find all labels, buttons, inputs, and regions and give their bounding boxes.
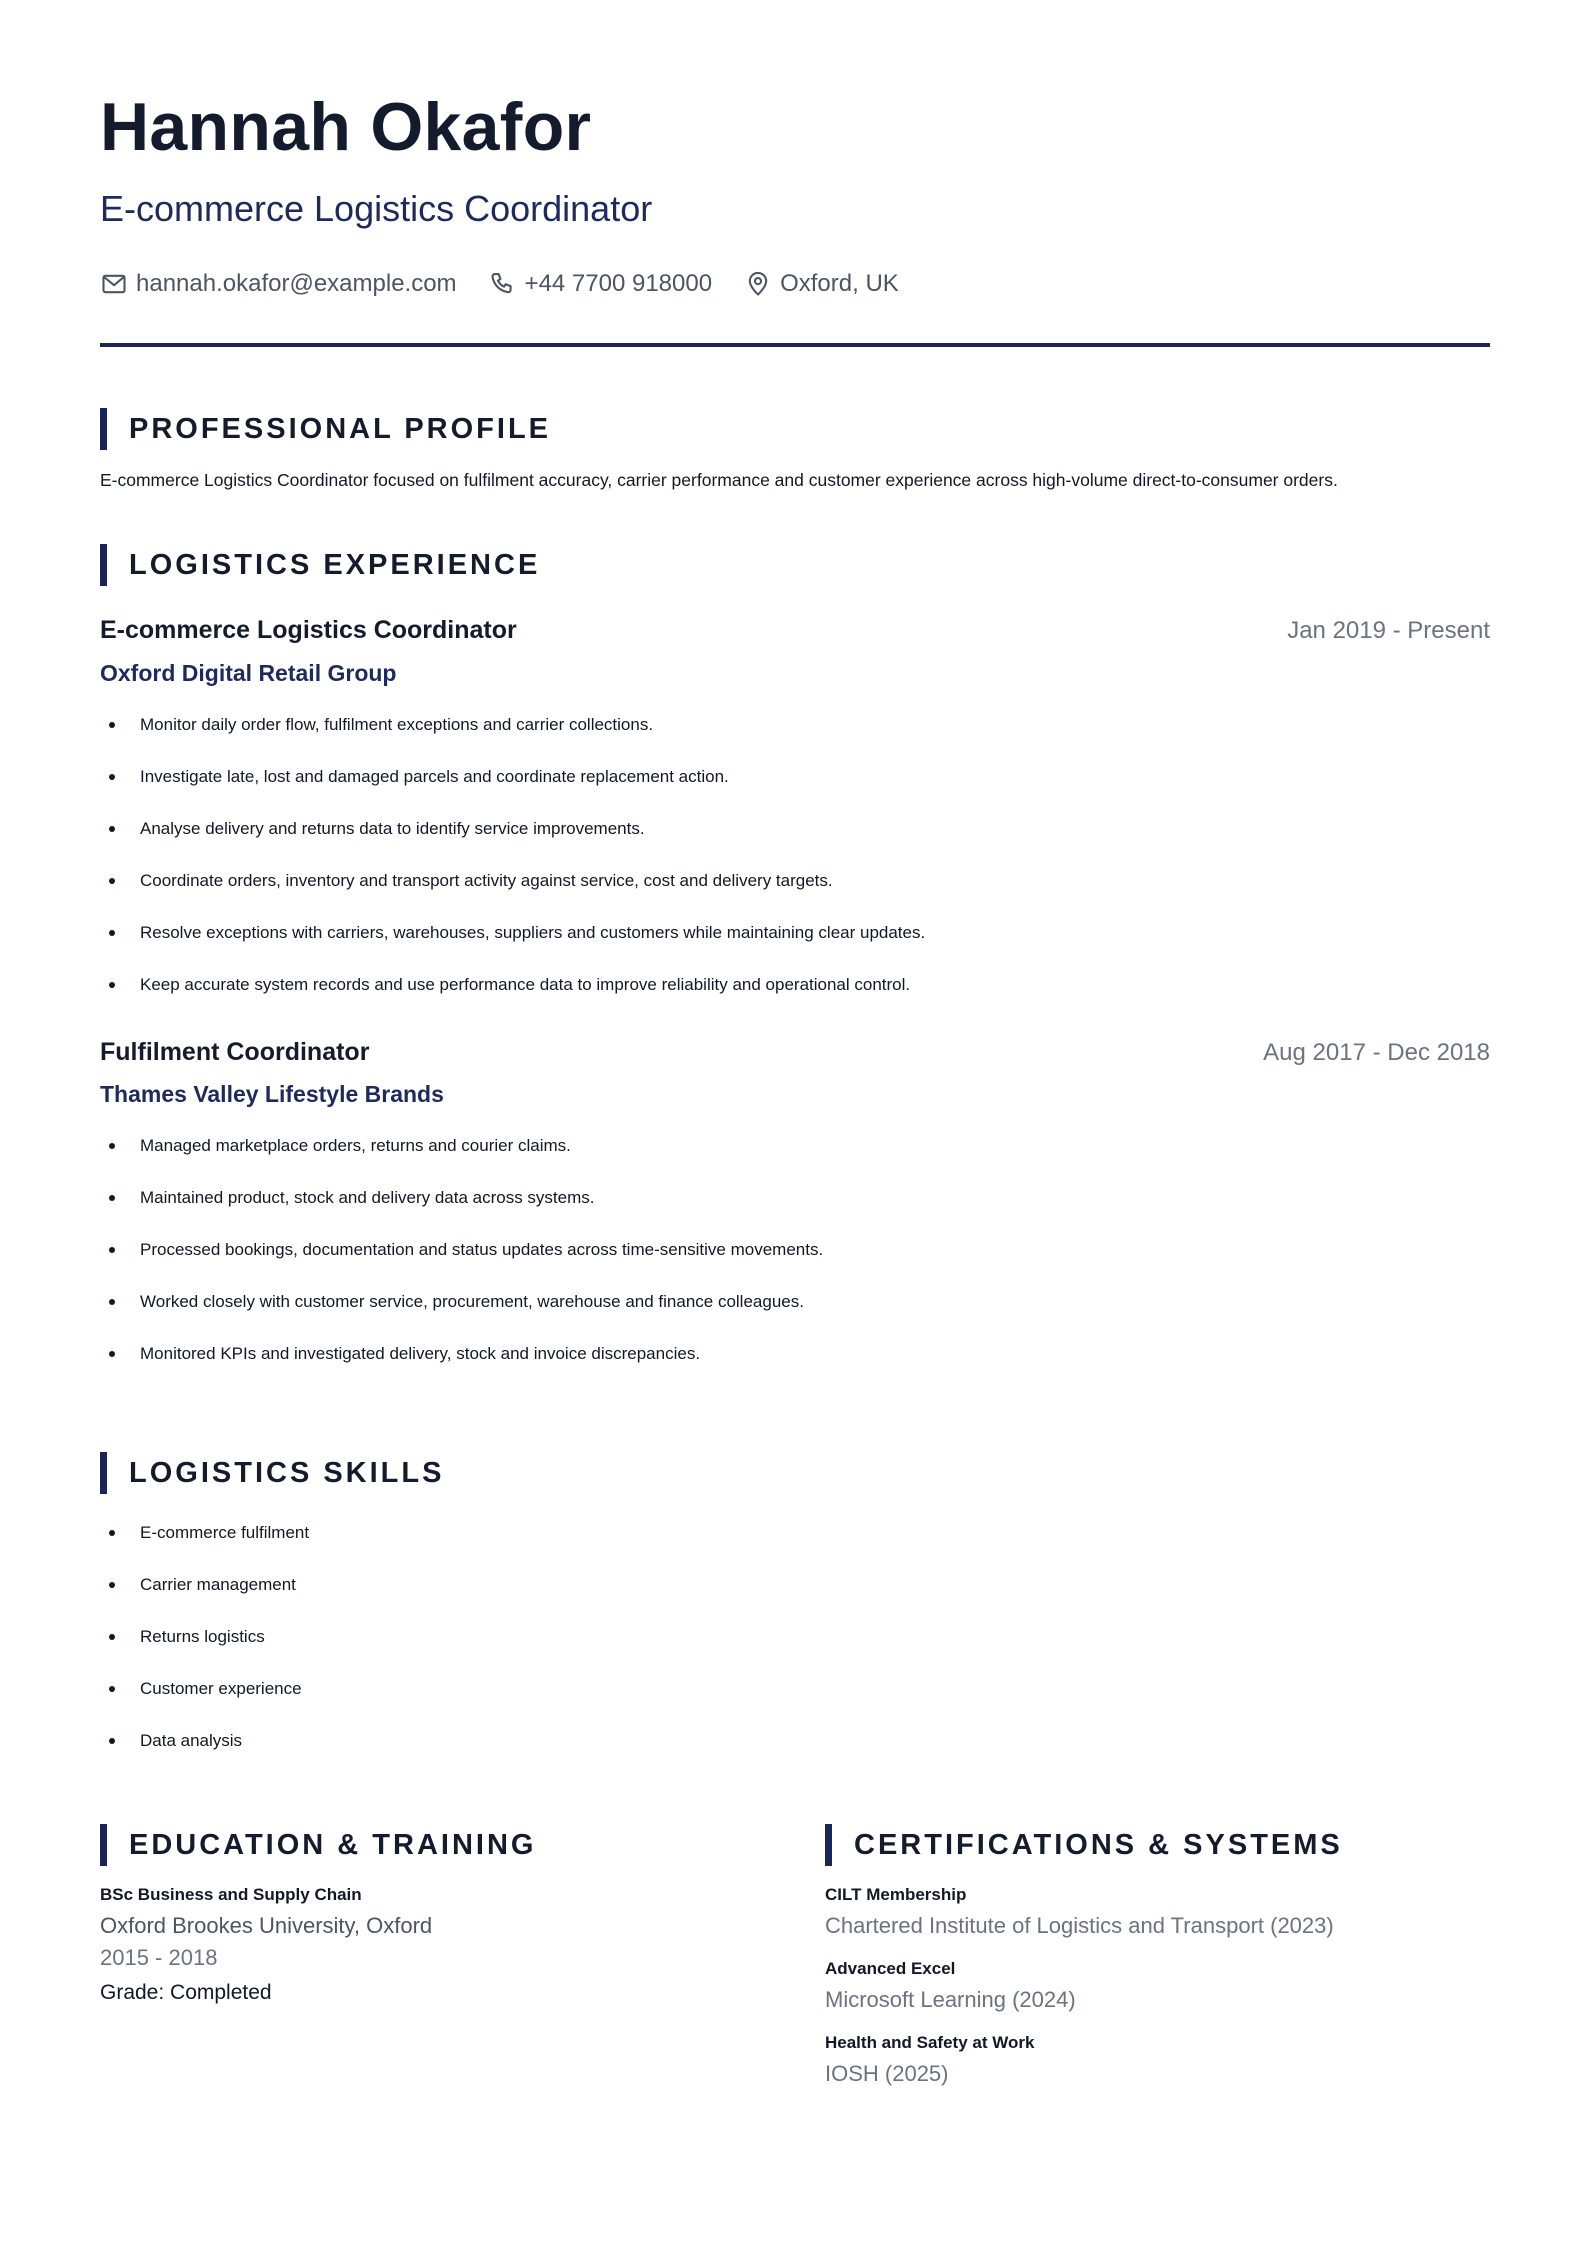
list-item: Monitor daily order flow, fulfilment exceptions and carrier collections. [100, 714, 925, 766]
cert-detail: Chartered Institute of Logistics and Transport (2023) [825, 1913, 1334, 1938]
certifications-block [825, 1885, 1334, 2087]
list-item: Processed bookings, documentation and status updates across time-sensitive movements. [100, 1239, 823, 1291]
list-item: Worked closely with customer service, procurement, warehouse and finance colleagues. [100, 1291, 823, 1343]
list-item: Coordinate orders, inventory and transport activity against service, cost and delivery targets. [100, 870, 925, 922]
role-title: E-commerce Logistics Coordinator [100, 616, 517, 644]
heading-text: LOGISTICS EXPERIENCE [129, 548, 541, 581]
cert-title: CILT Membership [825, 1885, 967, 1904]
phone-text: +44 7700 918000 [524, 270, 713, 297]
list-item: Managed marketplace orders, returns and courier claims. [100, 1135, 823, 1187]
heading-text: CERTIFICATIONS & SYSTEMS [854, 1828, 1343, 1861]
list-item: Resolve exceptions with carriers, warehouses, suppliers and customers while maintaining clear updates. [100, 922, 925, 974]
institution: Oxford Brookes University, Oxford [100, 1913, 433, 1938]
list-item: Carrier management [100, 1574, 309, 1626]
heading-text: EDUCATION & TRAINING [129, 1828, 537, 1861]
education-grade: Grade: Completed [100, 1981, 272, 2004]
cert-detail: Microsoft Learning (2024) [825, 1987, 1076, 2012]
contact-location [744, 270, 899, 298]
section-heading-skills [100, 1452, 444, 1494]
role-bullets [100, 1135, 823, 1395]
section-heading-profile [100, 408, 551, 450]
company-name: Oxford Digital Retail Group [100, 660, 397, 686]
location-text: Oxford, UK [780, 270, 899, 297]
profile-summary: E-commerce Logistics Coordinator focused on fulfilment accuracy, carrier performance and customer experience across high-volume direct-to-consumer orders. [100, 470, 1338, 490]
list-item: Monitored KPIs and investigated delivery, stock and invoice discrepancies. [100, 1343, 823, 1395]
skills-list [100, 1522, 309, 1782]
heading-accent-bar [100, 544, 107, 586]
education-block [100, 1885, 432, 2005]
cert-title: Advanced Excel [825, 1959, 956, 1978]
contact-email[interactable] [100, 270, 457, 298]
candidate-name: Hannah Okafor [100, 89, 592, 165]
list-item: Keep accurate system records and use performance data to improve reliability and operational control. [100, 974, 925, 1026]
role-dates: Jan 2019 - Present [1287, 617, 1490, 644]
contact-bar [100, 270, 931, 298]
heading-text: LOGISTICS SKILLS [129, 1456, 445, 1489]
company-name: Thames Valley Lifestyle Brands [100, 1081, 444, 1107]
list-item: E-commerce fulfilment [100, 1522, 309, 1574]
cert-title: Health and Safety at Work [825, 2033, 1035, 2052]
list-item: Data analysis [100, 1730, 309, 1782]
role-dates: Aug 2017 - Dec 2018 [1263, 1039, 1490, 1066]
list-item: Investigate late, lost and damaged parcels and coordinate replacement action. [100, 766, 925, 818]
role-bullets [100, 714, 925, 1026]
degree-title: BSc Business and Supply Chain [100, 1885, 362, 1904]
mail-icon [100, 270, 128, 298]
cert-detail: IOSH (2025) [825, 2061, 949, 2086]
header-divider [100, 343, 1490, 347]
list-item: Maintained product, stock and delivery data across systems. [100, 1187, 823, 1239]
heading-accent-bar [825, 1824, 832, 1866]
list-item: Customer experience [100, 1678, 309, 1730]
candidate-title: E-commerce Logistics Coordinator [100, 188, 653, 229]
section-heading-education [100, 1824, 536, 1866]
section-heading-certifications [825, 1824, 1343, 1866]
role-title: Fulfilment Coordinator [100, 1038, 370, 1066]
list-item: Returns logistics [100, 1626, 309, 1678]
heading-text: PROFESSIONAL PROFILE [129, 412, 552, 445]
resume-page [100, 0, 1490, 2246]
map-pin-icon [744, 270, 772, 298]
email-text: hannah.okafor@example.com [136, 270, 457, 297]
section-heading-experience [100, 544, 540, 586]
heading-accent-bar [100, 1452, 107, 1494]
heading-accent-bar [100, 408, 107, 450]
education-years: 2015 - 2018 [100, 1945, 218, 1970]
list-item: Analyse delivery and returns data to identify service improvements. [100, 818, 925, 870]
contact-phone[interactable] [489, 270, 713, 298]
phone-icon [489, 270, 517, 298]
heading-accent-bar [100, 1824, 107, 1866]
